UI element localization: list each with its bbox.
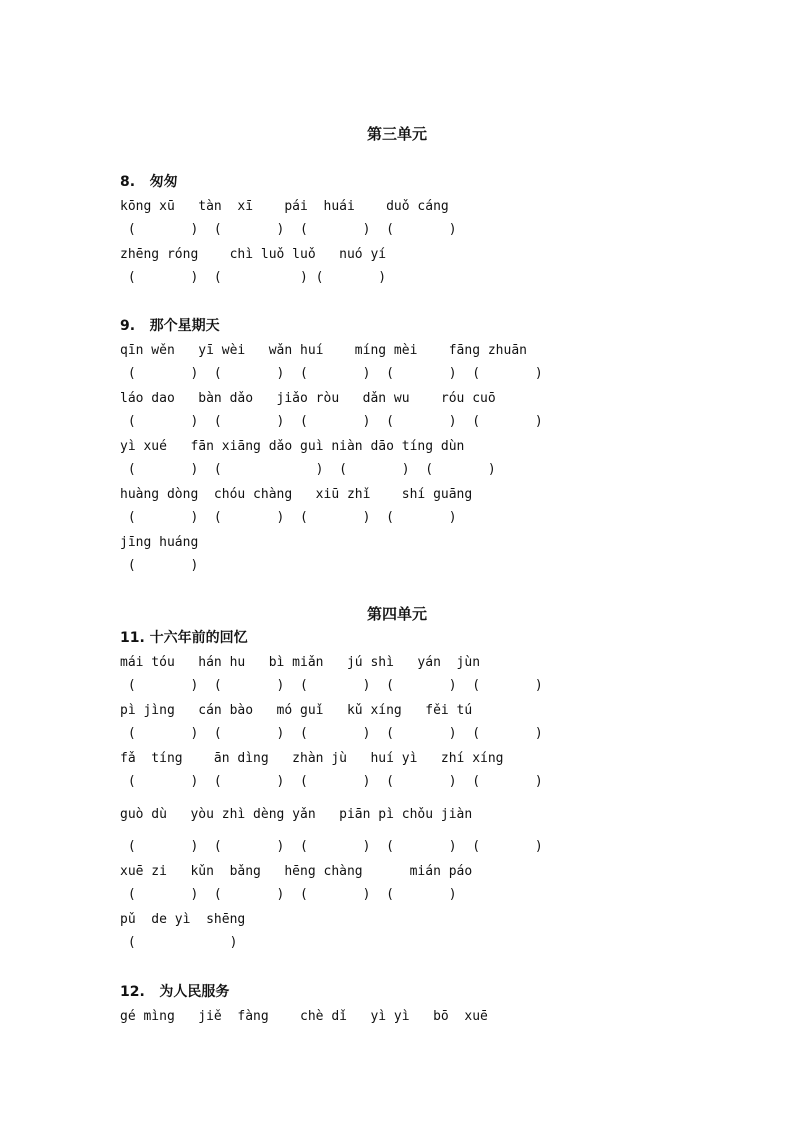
answer-blanks-row[interactable]: ( ) ( ) ( ) ( ) ( ) <box>120 774 543 789</box>
answer-blanks-row[interactable]: ( ) ( ) ( ) ( ) ( ) <box>120 678 543 693</box>
answer-blanks-row[interactable]: ( ) ( ) ( ) ( ) ( ) <box>120 414 543 429</box>
pinyin-row: zhēng róng chì luǒ luǒ nuó yí <box>120 247 387 262</box>
answer-blanks-row[interactable]: ( ) ( ) ( ) ( ) <box>120 222 457 237</box>
pinyin-row: mái tóu hán hu bì miǎn jú shì yán jùn <box>120 655 481 670</box>
pinyin-row: qīn wěn yī wèi wǎn huí míng mèi fāng zhuān <box>120 343 527 358</box>
lesson-12-heading: 12. 为人民服务 <box>120 984 230 1000</box>
pinyin-row: huàng dòng chóu chàng xiū zhǐ shí guāng <box>120 487 473 502</box>
pinyin-row: kōng xū tàn xī pái huái duǒ cáng <box>120 199 449 214</box>
pinyin-row: pǔ de yì shēng <box>120 912 246 927</box>
unit3-title: 第三单元 <box>366 125 427 143</box>
pinyin-row: láo dao bàn dǎo jiǎo ròu dǎn wu róu cuō <box>120 391 496 406</box>
pinyin-row: fǎ tíng ān dìng zhàn jù huí yì zhí xíng <box>120 751 504 766</box>
pinyin-row: guò dù yòu zhì dèng yǎn piān pì chǒu jiàn <box>120 807 473 822</box>
lesson-9-heading: 9. 那个星期天 <box>120 318 220 334</box>
pinyin-row: yì xué fān xiāng dǎo guì niàn dāo tíng dùn <box>120 439 465 454</box>
answer-blanks-row[interactable]: ( ) <box>120 935 238 950</box>
answer-blanks-row[interactable]: ( ) ( ) ( ) ( ) ( ) <box>120 726 543 741</box>
answer-blanks-row[interactable]: ( ) ( ) ( ) ( ) <box>120 510 457 525</box>
answer-blanks-row[interactable]: ( ) ( ) ( ) ( ) <box>120 887 457 902</box>
pinyin-row: jīng huáng <box>120 535 199 550</box>
answer-blanks-row[interactable]: ( ) ( ) ( ) ( ) <box>120 462 496 477</box>
answer-blanks-row[interactable]: ( ) ( ) ( ) ( ) ( ) <box>120 366 543 381</box>
lesson-8-heading: 8. 匆匆 <box>120 174 178 190</box>
answer-blanks-row[interactable]: ( ) ( ) ( ) ( ) ( ) <box>120 839 543 854</box>
answer-blanks-row[interactable]: ( ) ( ) ( ) <box>120 270 387 285</box>
pinyin-row: gé mìng jiě fàng chè dǐ yì yì bō xuē <box>120 1009 488 1024</box>
unit4-title: 第四单元 <box>366 605 427 623</box>
lesson-11-heading: 11. 十六年前的回忆 <box>120 630 248 646</box>
answer-blanks-row[interactable]: ( ) <box>120 558 199 573</box>
pinyin-row: xuē zi kǔn bǎng hēng chàng mián páo <box>120 864 473 879</box>
pinyin-row: pì jìng cán bào mó guǐ kǔ xíng fěi tú <box>120 703 473 718</box>
